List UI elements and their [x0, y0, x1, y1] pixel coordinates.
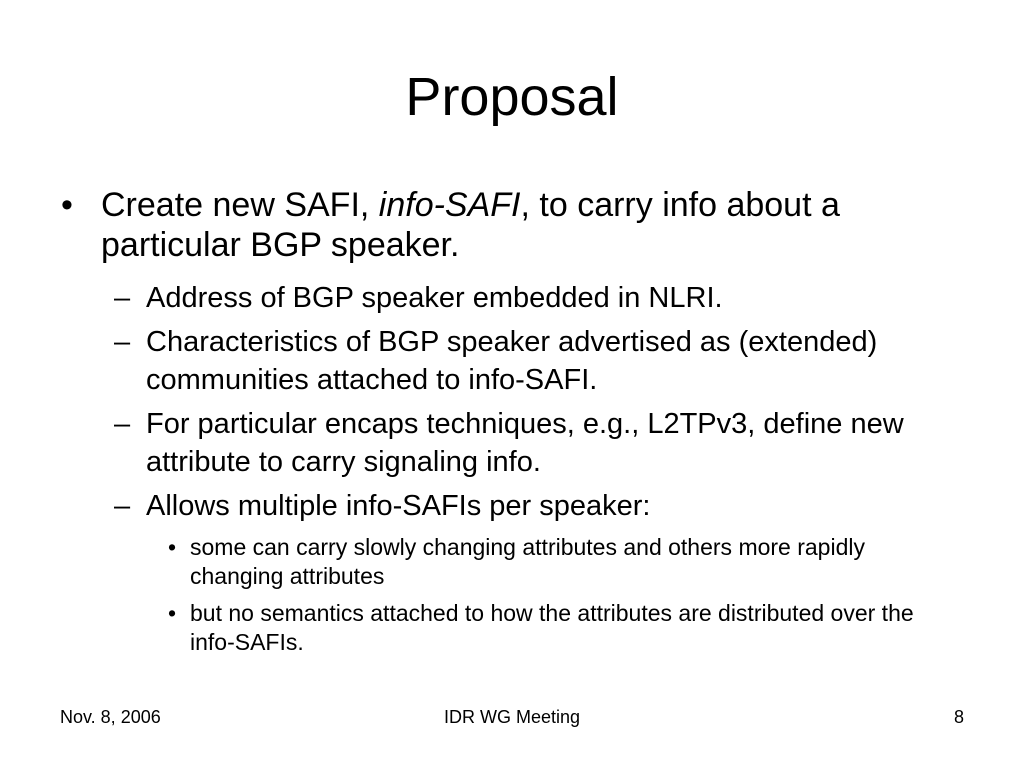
page-number: 8	[953, 707, 964, 727]
bullet-level2	[114, 487, 926, 525]
footer-title: IDR WG Meeting	[443, 707, 581, 727]
bullet-text: For particular encaps techniques, e.g., L2TPv3, define new attribute to carry signaling info.	[146, 408, 904, 478]
bullet-text: Address of BGP speaker embedded in NLRI.	[146, 282, 723, 314]
bullet-level2	[114, 405, 926, 481]
bullet-marker: •	[168, 534, 177, 560]
bullet-level1	[61, 185, 961, 265]
dash-marker: –	[114, 282, 131, 314]
footer-date: Nov. 8, 2006	[60, 707, 161, 727]
bullet-text-start: Create new SAFI,	[101, 186, 379, 224]
bullet-level2	[114, 323, 926, 399]
bullet-level3	[168, 599, 960, 657]
bullet-marker: •	[61, 186, 73, 224]
dash-marker: –	[114, 490, 131, 522]
bullet-text: Allows multiple info-SAFIs per speaker:	[146, 490, 651, 522]
slide-title: Proposal	[405, 67, 619, 127]
dash-marker: –	[114, 408, 131, 440]
bullet-text: Characteristics of BGP speaker advertised as (extended) communities attached to info-SAFI.	[146, 326, 878, 396]
bullet-level3	[168, 533, 960, 591]
bullet-text-end: , to carry info about a particular BGP speaker.	[101, 186, 840, 264]
dash-marker: –	[114, 326, 131, 358]
bullet-level2	[114, 279, 926, 317]
bullet-text: some can carry slowly changing attributes and others more rapidly changing attributes	[190, 534, 865, 589]
bullet-text: but no semantics attached to how the attributes are distributed over the info-SAFIs.	[190, 600, 914, 655]
bullet-text-emphasis: info-SAFI	[378, 186, 521, 224]
bullet-marker: •	[168, 600, 177, 626]
